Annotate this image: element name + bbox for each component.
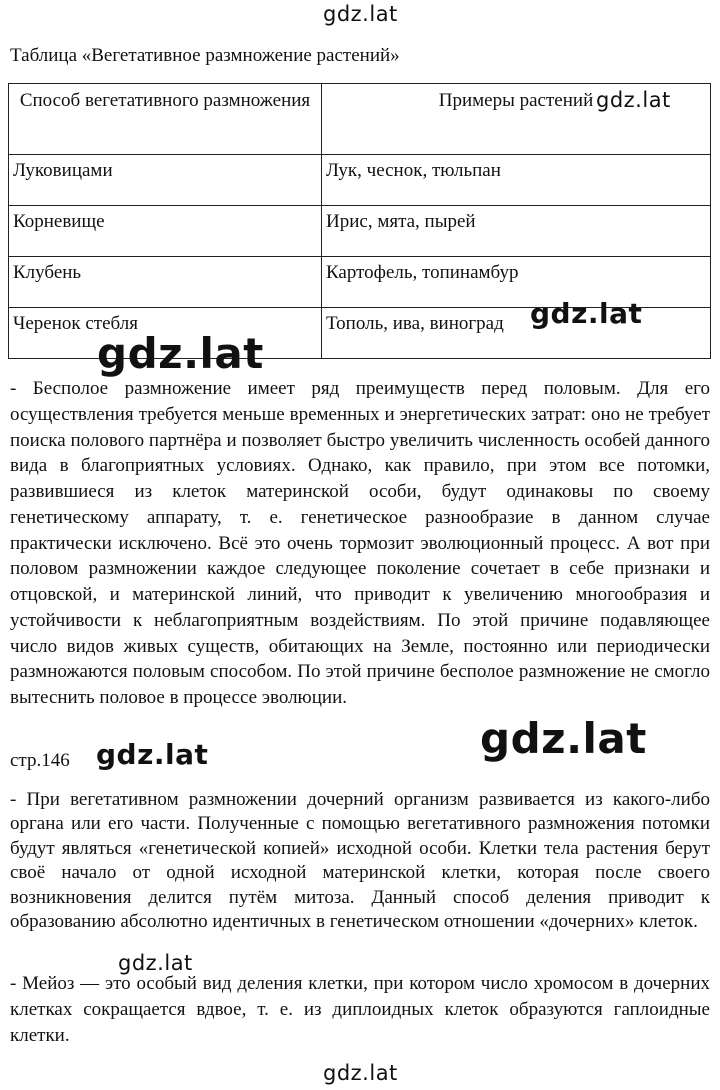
paragraph-vegetative-reproduction: - При вегетативном размножении дочерний организм развивается из какого-либо органа или его части. Полученные с помощью вегетативного размножения потомки будут являться «генетической копией» исходной особи. Клетки тела растения берут своё начало от одной исходной материнской клетки, которая после своего возникновения делится путём митоза. Данный способ деления приводит к образованию абсолютно идентичных в генетическом отношении «дочерних» клеток. — [10, 789, 710, 933]
cell-examples: Картофель, топинамбур — [322, 257, 711, 308]
watermark: gdz.lat — [480, 714, 647, 763]
watermark: gdz.lat — [118, 951, 193, 975]
cell-examples: Ирис, мята, пырей — [322, 206, 711, 257]
watermark: gdz.lat — [96, 738, 209, 771]
header-method: Способ вегетативного размножения — [9, 84, 322, 155]
header-examples: Примеры растений — [322, 84, 711, 155]
cell-method: Черенок стебля — [9, 308, 322, 359]
paragraph-meiosis: - Мейоз — это особый вид деления клетки, при котором число хромосом в дочерних клетках сокращается вдвое, т. е. из диплоидных клеток образуются гаплоидные клетки. — [10, 973, 710, 1046]
table-row — [9, 155, 711, 206]
watermark: gdz.lat — [530, 297, 643, 330]
watermark: gdz.lat — [596, 88, 671, 112]
cell-examples: Тополь, ива, виноград — [322, 308, 711, 359]
page-reference: стр.146 — [10, 750, 70, 771]
cell-examples: Лук, чеснок, тюльпан — [322, 155, 711, 206]
paragraph-asexual-reproduction: - Бесполое размножение имеет ряд преимуществ перед половым. Для его осуществления требуется меньше временных и энергетических затрат: оно не требует поиска полового партнёра и позволяет быстро увеличить численность особей данного вида в благоприятных условиях. Однако, как правило, при этом все потомки, развившиеся из клеток материнской особи, будут одинаковы по своему генетическому аппарату, т. е. генетическое разнообразие в данном случае практически исключено. Всё это очень тормозит эволюционный процесс. А вот при половом размножении каждое следующее поколение сочетает в себе признаки и отцовской, и материнской линий, что приводит к увеличению многообразия и устойчивости к неблагоприятным воздействиям. По этой причине подавляющее число видов живых существ, обитающих на Земле, постоянно или периодически размножаются половым способом. По этой причине бесполое размножение не смогло вытеснить половое в процессе эволюции. — [10, 378, 710, 708]
cell-method: Корневище — [9, 206, 322, 257]
watermark: gdz.lat — [97, 329, 264, 378]
cell-method: Луковицами — [9, 155, 322, 206]
watermark: gdz.lat — [323, 2, 398, 26]
watermark: gdz.lat — [323, 1061, 398, 1085]
cell-method: Клубень — [9, 257, 322, 308]
table-title: Таблица «Вегетативное размножение растений» — [10, 45, 400, 66]
table-row — [9, 206, 711, 257]
